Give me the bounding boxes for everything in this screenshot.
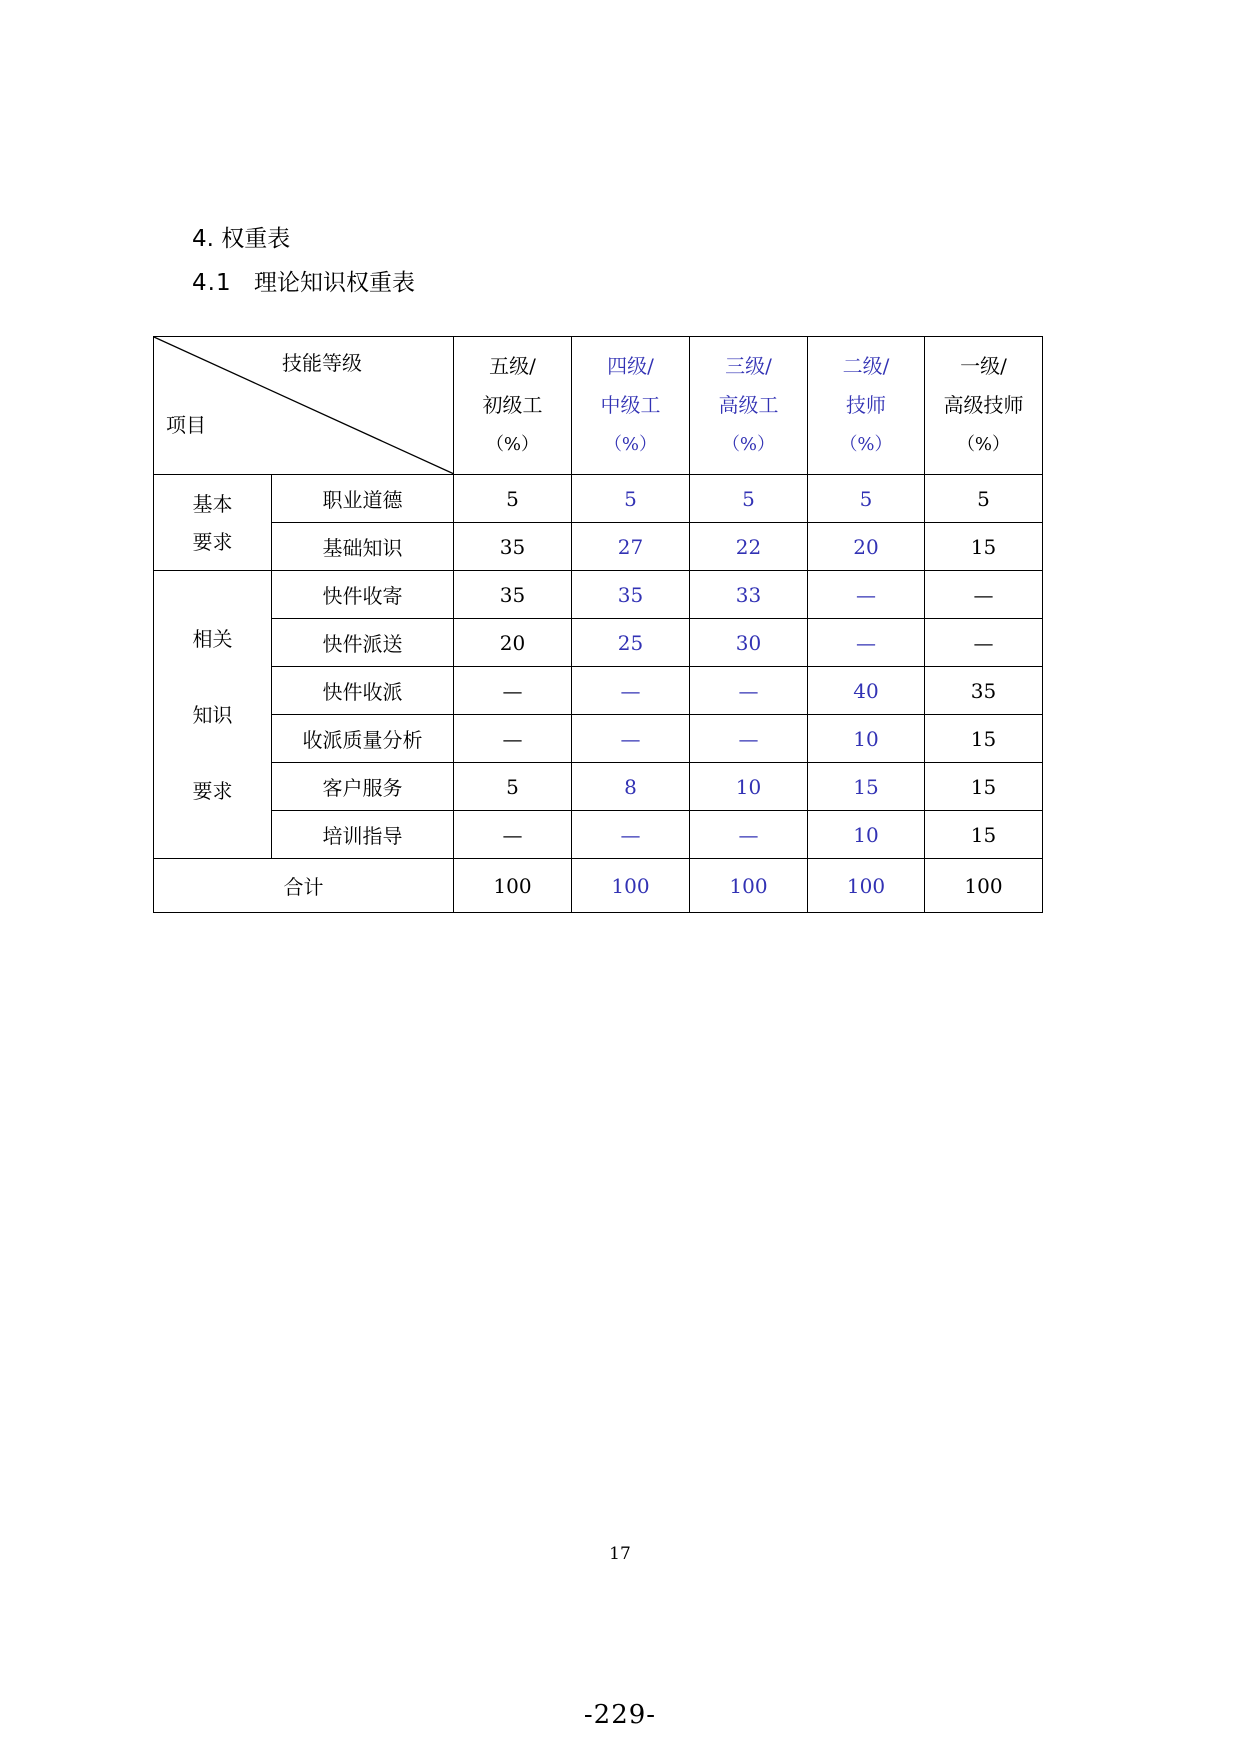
cell-value: 22 xyxy=(690,523,808,571)
level-header-2: 二级/ 技师 （%） xyxy=(808,337,925,475)
table-row xyxy=(154,523,1043,571)
total-label: 合计 xyxy=(154,859,454,913)
cell-value: 35 xyxy=(572,571,690,619)
subsection-number: 4.1 xyxy=(192,270,232,296)
page-footer: -229- xyxy=(583,1700,657,1730)
cell-value: — xyxy=(690,811,808,859)
cell-value: — xyxy=(572,715,690,763)
row-item: 快件收寄 xyxy=(272,571,454,619)
cell-value: 20 xyxy=(454,619,572,667)
cell-value: — xyxy=(925,619,1043,667)
cell-value: 15 xyxy=(925,763,1043,811)
weight-table xyxy=(153,336,1043,913)
level-header-3: 三级/ 高级工 （%） xyxy=(690,337,808,475)
row-item: 职业道德 xyxy=(272,475,454,523)
total-value: 100 xyxy=(454,859,572,913)
total-value: 100 xyxy=(808,859,925,913)
cell-value: — xyxy=(454,667,572,715)
page-number: 17 xyxy=(609,1544,631,1564)
cell-value: — xyxy=(690,667,808,715)
cell-value: 5 xyxy=(808,475,925,523)
cell-value: — xyxy=(808,619,925,667)
table-row xyxy=(154,715,1043,763)
cell-value: 20 xyxy=(808,523,925,571)
total-value: 100 xyxy=(690,859,808,913)
cell-value: 5 xyxy=(925,475,1043,523)
cell-value: 15 xyxy=(808,763,925,811)
cell-value: — xyxy=(572,811,690,859)
cell-value: 25 xyxy=(572,619,690,667)
row-item: 基础知识 xyxy=(272,523,454,571)
table-row xyxy=(154,811,1043,859)
cell-value: 15 xyxy=(925,715,1043,763)
cell-value: 10 xyxy=(808,715,925,763)
cell-value: — xyxy=(690,715,808,763)
cell-value: — xyxy=(454,811,572,859)
subsection-title: 理论知识权重表 xyxy=(254,270,415,296)
subsection-heading xyxy=(192,264,415,297)
table-row xyxy=(154,571,1043,619)
total-value: 100 xyxy=(572,859,690,913)
row-item: 收派质量分析 xyxy=(272,715,454,763)
section-heading: 4. 权重表 xyxy=(192,226,291,252)
cell-value: 5 xyxy=(454,475,572,523)
cell-value: 15 xyxy=(925,523,1043,571)
row-item: 快件派送 xyxy=(272,619,454,667)
table-row xyxy=(154,667,1043,715)
row-item: 客户服务 xyxy=(272,763,454,811)
total-value: 100 xyxy=(925,859,1043,913)
group-related-knowledge: 相关 知识 要求 xyxy=(154,571,272,859)
cell-value: 10 xyxy=(690,763,808,811)
cell-value: 10 xyxy=(808,811,925,859)
cell-value: 30 xyxy=(690,619,808,667)
cell-value: 33 xyxy=(690,571,808,619)
table-row xyxy=(154,619,1043,667)
cell-value: 5 xyxy=(454,763,572,811)
level-header-5: 五级/ 初级工 （%） xyxy=(454,337,572,475)
cell-value: 15 xyxy=(925,811,1043,859)
cell-value: 35 xyxy=(454,523,572,571)
row-item: 培训指导 xyxy=(272,811,454,859)
cell-value: 27 xyxy=(572,523,690,571)
cell-value: 40 xyxy=(808,667,925,715)
cell-value: — xyxy=(808,571,925,619)
table-row xyxy=(154,763,1043,811)
item-label: 项目 xyxy=(166,413,206,437)
cell-value: — xyxy=(454,715,572,763)
table-row xyxy=(154,475,1043,523)
cell-value: 8 xyxy=(572,763,690,811)
level-header-4: 四级/ 中级工 （%） xyxy=(572,337,690,475)
total-row xyxy=(154,859,1043,913)
skill-level-label: 技能等级 xyxy=(282,351,362,375)
level-header-1: 一级/ 高级技师 （%） xyxy=(925,337,1043,475)
header-corner-cell xyxy=(154,337,454,475)
row-item: 快件收派 xyxy=(272,667,454,715)
cell-value: 5 xyxy=(690,475,808,523)
group-basic-requirements: 基本 要求 xyxy=(154,475,272,571)
cell-value: 35 xyxy=(454,571,572,619)
cell-value: — xyxy=(572,667,690,715)
cell-value: 35 xyxy=(925,667,1043,715)
cell-value: — xyxy=(925,571,1043,619)
cell-value: 5 xyxy=(572,475,690,523)
